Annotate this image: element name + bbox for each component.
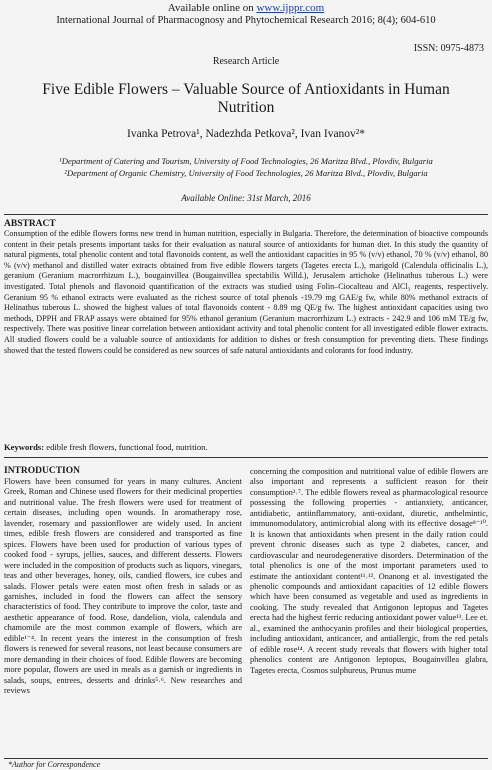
affiliation-1: ¹Department of Catering and Tourism, University of Food Technologies, 26 Maritza Blvd., Plovdiv, Bulgaria <box>59 156 433 166</box>
introduction-column-right: concerning the composition and nutritional value of edible flowers are also important and represents a sufficient reason for their consumption³˒⁷. The edible flowers reveal as pharmacological resource possessing the following properties - antianxiety, anticancer, antidiabetic, antiinflammatory, anti-oxidant, diuretic, anthelmintic, immunomodulatory, antimicrobial along with its effective dosage⁸⁻¹⁰. It is known that antioxidants when present in the daily ration could prevent chronic diseases such as type 2 diabetes, cancer, and cardiovascular and neurodegenerative disorders. Determination of the total phenolics is one of the most important parameters used to estimate the antioxidant content¹¹˒¹². Onanong et al. investigated the phenolic compounds and antioxidant capacities of 12 edible flowers which have been consumed as vegetable and used as ingredients in cooking. The study revealed that Antigonon leptopus and Tagetes erecta had the highest ferric reducing antioxidant power value¹³. Lee et. al., examined the anthocyanin profiles and their biological properties, including antioxidant, anticancer, and antiallergic, from the red petals of edible rose¹⁴. A recent study reveals that flowers with higher total phenolics content are Antigonon leptopus, Bougainvillea glabra, Tagetes erecta, Cosmos sulphureus, Prunus mume <box>250 467 488 675</box>
journal-website-link[interactable]: www.ijppr.com <box>256 2 325 14</box>
abstract-heading: ABSTRACT <box>4 219 56 229</box>
availability-line <box>0 2 492 14</box>
journal-citation: International Journal of Pharmacognosy and Phytochemical Research 2016; 8(4); 604-610 <box>56 15 436 26</box>
keywords <box>4 442 488 452</box>
correspondence-footnote: *Author for Correspondence <box>8 760 101 769</box>
author-list: Ivanka Petrova¹, Nadezhda Petkova², Ivan Ivanov²* <box>126 128 366 140</box>
issn: ISSN: 0975-4873 <box>413 43 484 54</box>
article-title: Five Edible Flowers – Valuable Source of Antioxidants in Human Nutrition <box>42 81 450 116</box>
available-prefix: Available online on <box>167 2 257 14</box>
abstract-text: Consumption of the edible flowers forms new trend in human nutrition, especially in Bulgaria. Therefore, the determination of bioactive compounds content in their petals presents important tasks for their evaluation as natural source of antioxidants for human diet. In this study the quantity of natural pigments, total phenolic content and total flavonoids content, as well the antioxidant capacities in 95 % (v/v) ethanol, 70 % (v/v) ethanol, 80 % (v/v) methanol and distilled water extracts obtained from five edible flowers targets (Tagetes erecta L.), marigold (Calendula officinalis L.), geranium (Geranium macrorrhizum L.), bougainvillea (Bougainvillea spectabilis Willd.), Jerusalem artichoke (Helinathus tuberous L.) were investigated. Total phenols and flavonoid quantification of the extracts was studied using Folin–Ciocalteau and AlCl₃ reagents, respectively. Geranium 95 % ethanol extracts were evaluated as the richest source of total phenols -19.79 mg GAE/g fw, while 80% methanol extracts of Helinathus tuberous L. showed the highest values of total flavonoids content - 8.89 mg QE/g fw. The highest antioxidant capacities using two methods, DPPH and FRAP assays were obtained for 95% ethanol geranium (Geranium macrorrhizum L.) extracts - 242.9 and 106 mM TE/g fw, respectively. There was positive linear correlation between antioxidant activity and total phenolic content for all investigated edible flower extracts. All studied flowers could be a valuable source of antioxidants for addition to dishes or fresh consumption for preventing diets. These findings showed that the tested flowers could be considered as new sources of safe natural antioxidants and colorants for food industry. <box>4 229 488 355</box>
divider-middle <box>4 457 488 458</box>
affiliation-2: ²Department of Organic Chemistry, University of Food Technologies, 26 Maritza Blvd., Plovdiv, Bulgaria <box>64 168 428 178</box>
divider-footnote <box>4 758 488 759</box>
article-type: Research Article <box>212 56 280 67</box>
divider-top <box>4 214 488 215</box>
introduction-column-left: Flowers have been consumed for years in many cultures. Ancient Greek, Roman and Chinese used flowers for their medicinal properties and nutritional value. The fresh flowers were used for treatment of certain diseases, including open wounds. In aromatherapy rose, lavender, rosemary and passionflower are widely used. In ancient times, edible fresh flowers are considered and transported as fine spices. Flowers have been used for production of various types of cooked food - syrups, jellies, sauces, and different desserts. Flowers were included in the composition of products such as liquors, vinegars, teas and other beverages, honey, oils, candied flowers, ice cubes and salads. Flower petals were eaten most often fresh in salads or as garnishes, included in food the flowers can affect the sensory characteristics of food. They contribute to improve the color, taste and aesthetic appearance of food. Rose, dandelion, viola, calendula and chamomile are the most common example of flowers, which are edible¹⁻⁴. In recent years the interest in the consumption of fresh flowers is renewed for several reasons, not least because consumers are more demanding in their choices of food. Edible flowers are becoming more popular, flowers are used in meals as a garnish or ingredients in salads, soups, entrees, desserts and drinks⁵˒⁶. New researches and reviews <box>4 477 242 696</box>
available-online-date: Available Online: 31st March, 2016 <box>181 193 311 203</box>
introduction-heading: INTRODUCTION <box>4 466 81 476</box>
keywords-text: edible fresh flowers, functional food, nutrition. <box>44 442 208 452</box>
keywords-label: Keywords: <box>4 442 45 452</box>
